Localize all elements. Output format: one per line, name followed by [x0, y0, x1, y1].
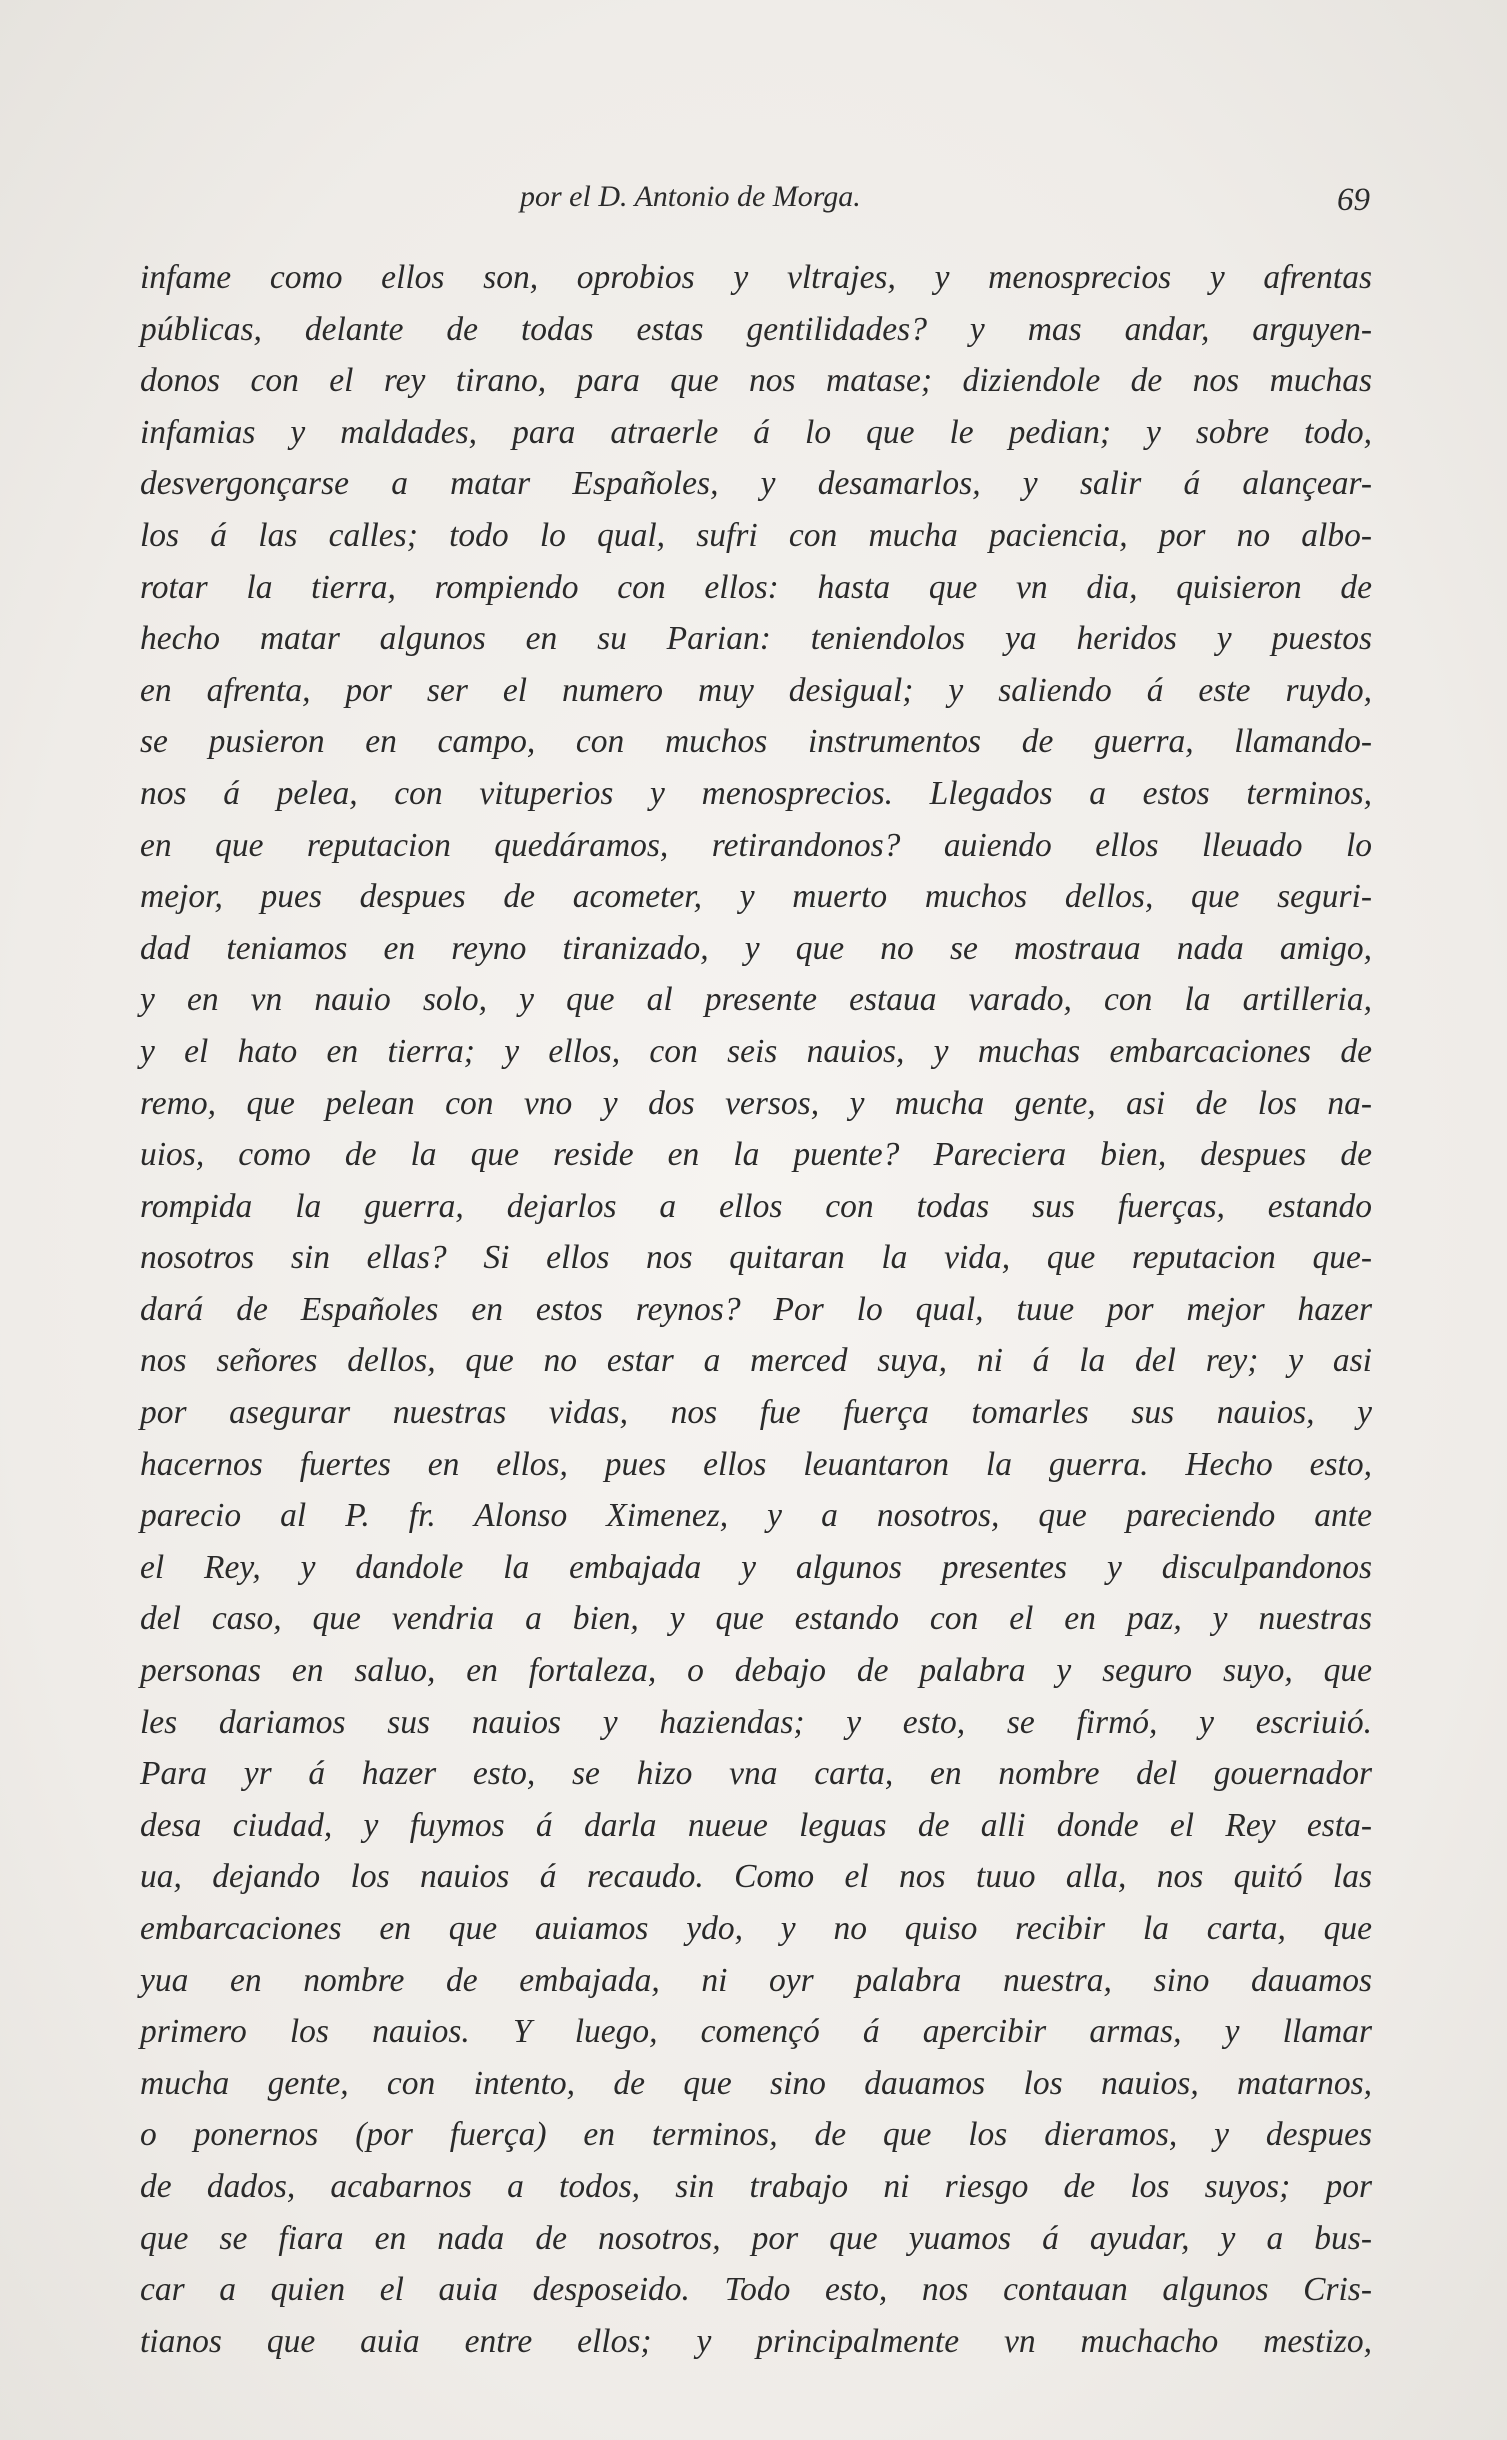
text-line: remo, que pelean con vno y dos versos, y mucha gente, asi de los na-	[140, 1084, 1372, 1122]
text-line: hecho matar algunos en su Parian: teniendolos ya heridos y puestos	[140, 620, 1372, 658]
text-line: en afrenta, por ser el numero muy desigual; y saliendo á este ruydo,	[140, 671, 1372, 709]
text-line: y el hato en tierra; y ellos, con seis nauios, y muchas embarcaciones de	[140, 1032, 1372, 1070]
page-header	[140, 180, 1370, 230]
text-line: se pusieron en campo, con muchos instrumentos de guerra, llamando-	[140, 723, 1372, 761]
body-text	[140, 252, 1372, 2367]
text-line: desa ciudad, y fuymos á darla nueue leguas de alli donde el Rey esta-	[140, 1806, 1372, 1844]
text-line: en que reputacion quedáramos, retirandonos? auiendo ellos lleuado lo	[140, 826, 1372, 864]
text-line: dará de Españoles en estos reynos? Por lo qual, tuue por mejor hazer	[140, 1290, 1372, 1328]
text-line: o ponernos (por fuerça) en terminos, de que los dieramos, y despues	[140, 2116, 1372, 2154]
text-line: personas en saluo, en fortaleza, o debajo de palabra y seguro suyo, que	[140, 1652, 1372, 1690]
text-line: el Rey, y dandole la embajada y algunos presentes y disculpandonos	[140, 1548, 1372, 1586]
text-line: nos señores dellos, que no estar a merced suya, ni á la del rey; y asi	[140, 1342, 1372, 1380]
text-line: que se fiara en nada de nosotros, por que yuamos á ayudar, y a bus-	[140, 2219, 1372, 2257]
running-head: por el D. Antonio de Morga.	[520, 180, 861, 213]
text-line: ua, dejando los nauios á recaudo. Como el nos tuuo alla, nos quitó las	[140, 1858, 1372, 1896]
text-line: hacernos fuertes en ellos, pues ellos leuantaron la guerra. Hecho esto,	[140, 1445, 1372, 1483]
text-line: por asegurar nuestras vidas, nos fue fuerça tomarles sus nauios, y	[140, 1394, 1372, 1432]
text-line: nosotros sin ellas? Si ellos nos quitaran la vida, que reputacion que-	[140, 1239, 1372, 1277]
page-number: 69	[1337, 182, 1370, 218]
text-line: embarcaciones en que auiamos ydo, y no quiso recibir la carta, que	[140, 1910, 1372, 1947]
text-line: nos á pelea, con vituperios y menosprecios. Llegados a estos terminos,	[140, 774, 1372, 812]
text-line: uios, como de la que reside en la puente? Pareciera bien, despues de	[140, 1136, 1372, 1174]
text-line: y en vn nauio solo, y que al presente estaua varado, con la artilleria,	[140, 981, 1372, 1019]
text-line: mejor, pues despues de acometer, y muerto muchos dellos, que seguri-	[140, 878, 1372, 916]
text-line: primero los nauios. Y luego, començó á apercibir armas, y llamar	[140, 2013, 1372, 2051]
text-line: públicas, delante de todas estas gentilidades? y mas andar, arguyen-	[140, 310, 1372, 348]
text-line: de dados, acabarnos a todos, sin trabajo ni riesgo de los suyos; por	[140, 2167, 1372, 2205]
text-line: infame como ellos son, oprobios y vltrajes, y menosprecios y afrentas	[140, 259, 1372, 296]
text-line: rotar la tierra, rompiendo con ellos: hasta que vn dia, quisieron de	[140, 568, 1372, 606]
text-line: los á las calles; todo lo qual, sufri con mucha paciencia, por no albo-	[140, 516, 1372, 554]
text-line: rompida la guerra, dejarlos a ellos con todas sus fuerças, estando	[140, 1187, 1372, 1225]
text-line: dad teniamos en reyno tiranizado, y que no se mostraua nada amigo,	[140, 929, 1372, 967]
text-line: mucha gente, con intento, de que sino dauamos los nauios, matarnos,	[140, 2064, 1372, 2102]
text-line: les dariamos sus nauios y haziendas; y esto, se firmó, y escriuió.	[140, 1703, 1372, 1741]
text-line: desvergonçarse a matar Españoles, y desamarlos, y salir á alançear-	[140, 465, 1372, 503]
text-line: yua en nombre de embajada, ni oyr palabra nuestra, sino dauamos	[140, 1961, 1372, 1999]
text-line: parecio al P. fr. Alonso Ximenez, y a nosotros, que pareciendo ante	[140, 1497, 1372, 1535]
text-line: car a quien el auia desposeido. Todo esto, nos contauan algunos Cris-	[140, 2271, 1372, 2309]
text-line: Para yr á hazer esto, se hizo vna carta, en nombre del gouernador	[140, 1755, 1372, 1793]
text-line: infamias y maldades, para atraerle á lo que le pedian; y sobre todo,	[140, 413, 1372, 451]
text-line: donos con el rey tirano, para que nos matase; diziendole de nos muchas	[140, 362, 1372, 400]
text-line: tianos que auia entre ellos; y principalmente vn muchacho mestizo,	[140, 2322, 1372, 2360]
text-line: del caso, que vendria a bien, y que estando con el en paz, y nuestras	[140, 1600, 1372, 1638]
